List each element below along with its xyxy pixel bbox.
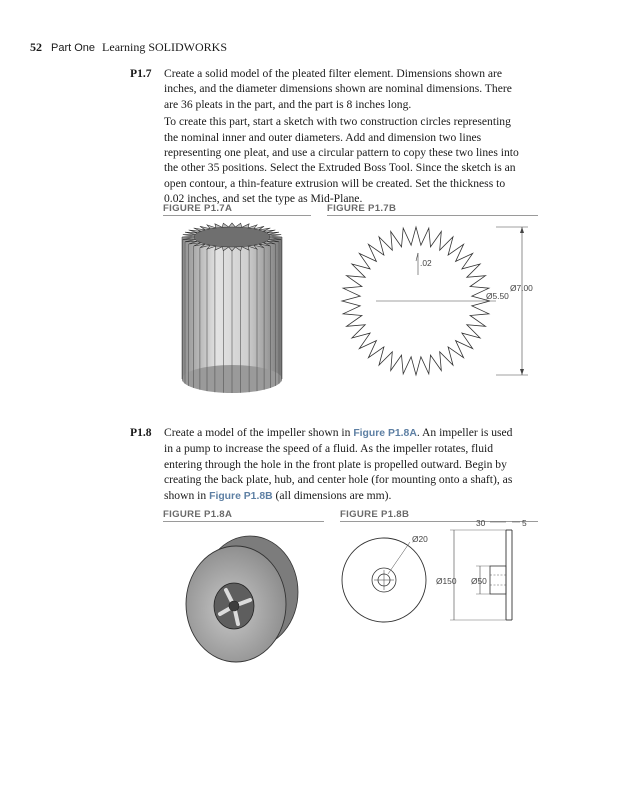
figure-label-p1-8a: FIGURE P1.8A	[163, 509, 324, 522]
problem-paragraph: Create a solid model of the pleated filter element. Dimensions shown are inches, and the diameter dimensions shown are nominal dimensions. There are 36 pleats in the part, and the part is 8 inches long.	[164, 67, 512, 111]
problem-text: . An impeller is used in a pump to increase the speed of a fluid. As the impeller rotates, fluid entering through the hole in the front plate is propelled outward. Begin by creating the back plate, hub, and center hole (for mounting onto a shaft), as shown in	[164, 426, 513, 502]
inner-diameter-dimension: Ø5.50	[486, 291, 509, 301]
figure-label-p1-8b: FIGURE P1.8B	[340, 509, 538, 522]
part-label: Part One	[51, 42, 96, 54]
hole-diameter-dimension: Ø20	[412, 534, 428, 544]
hub-length-dimension: 30	[476, 518, 486, 528]
filter-top-opening	[194, 227, 270, 247]
problem-text: (all dimensions are mm).	[272, 488, 392, 502]
problem-p1-8	[130, 425, 522, 506]
figure-label-p1-7b: FIGURE P1.7B	[327, 203, 538, 216]
impeller-isometric-figure	[168, 528, 308, 668]
thickness-dimension: .02	[420, 258, 432, 268]
page-number: 52	[30, 40, 42, 54]
figure-reference-p1-8b[interactable]: Figure P1.8B	[209, 490, 273, 502]
impeller-drawing-figure	[330, 520, 550, 630]
running-header	[30, 40, 227, 55]
book-title: Learning SOLIDWORKS	[102, 40, 228, 54]
problem-p1-7	[130, 66, 522, 209]
pleated-filter-section-figure	[316, 215, 556, 390]
pleated-filter-isometric-figure	[160, 215, 310, 400]
problem-paragraph: To create this part, start a sketch with two construction circles representing the nominal inner and outer diameters. Add and dimension two lines representing one pleat, and use a circular pattern to copy these two lines into the other 35 positions. Select the Extruded Boss Tool. Since the sketch is an open contour, a thin-feature extrusion will be created. Set the thickness to 0.02 inches, and set the type as Mid-Plane.	[164, 115, 519, 206]
hub-diameter-dimension: Ø50	[471, 576, 487, 586]
figure-reference-p1-8a[interactable]: Figure P1.8A	[353, 428, 417, 439]
problem-number: P1.8	[130, 426, 152, 439]
problem-number: P1.7	[130, 67, 152, 80]
plate-thickness-dimension: 5	[522, 518, 527, 528]
impeller-hub	[229, 601, 239, 611]
outer-diameter-dimension: Ø7.00	[510, 283, 533, 293]
problem-text: Create a model of the impeller shown in	[164, 426, 354, 439]
hub-side-view	[490, 566, 506, 594]
figure-label-p1-7a: FIGURE P1.7A	[163, 203, 311, 216]
plate-diameter-dimension: Ø150	[436, 576, 457, 586]
